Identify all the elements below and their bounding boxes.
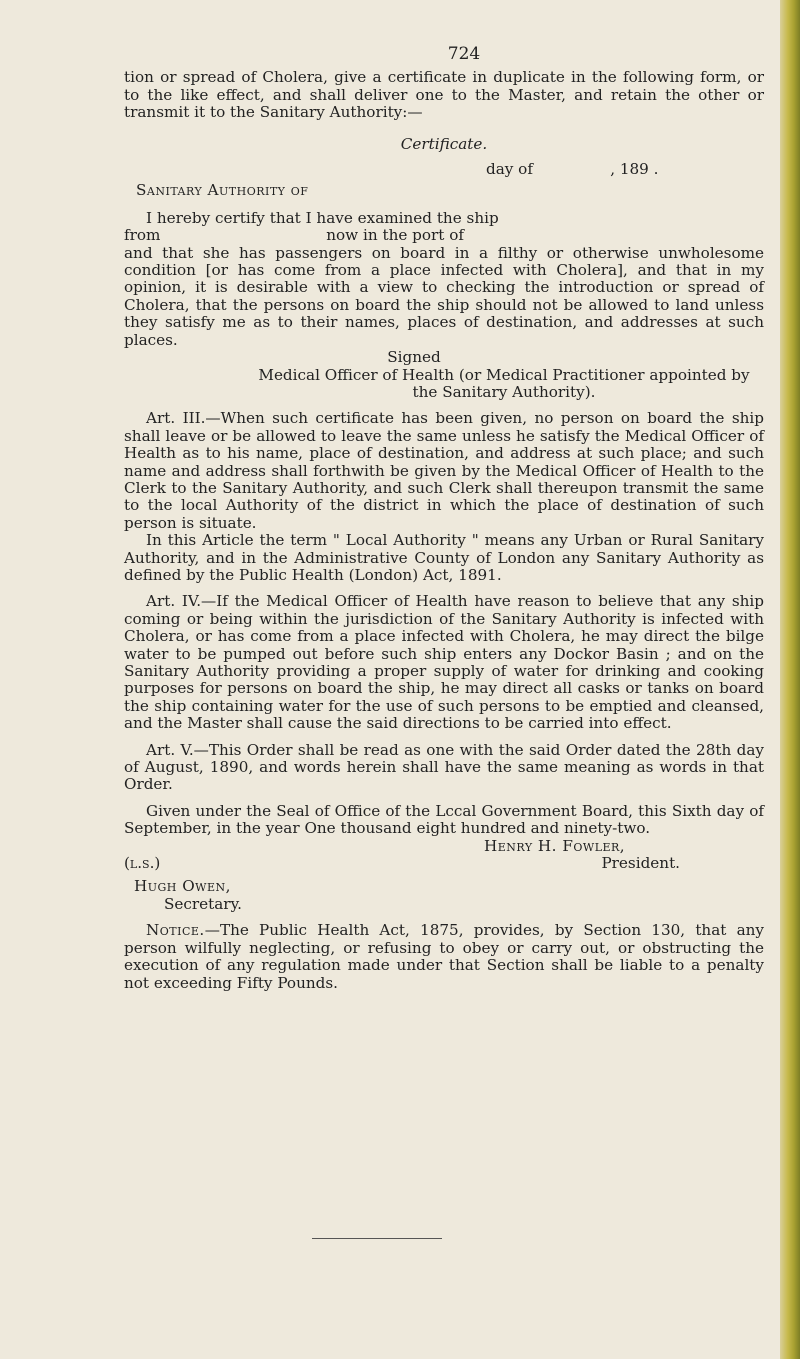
from-label: from [124, 226, 161, 245]
closing-rule [312, 1238, 442, 1239]
seal-label: (l.s.) [124, 854, 161, 873]
certificate-date-line: day of , 189 . [486, 160, 659, 179]
notice-text: —The Public Health Act, 1875, provides, by Section 130, that any person wilfully neglecting, or refusing to obey or carry out, or obstructing the execution of any regulation made under that Section shall be liable to a penalty not exceeding Fifty Pounds. [124, 921, 764, 992]
certificate-from-line [124, 227, 464, 244]
signatory-title: President. [601, 854, 680, 873]
sanitary-authority-line: Sanitary Authority of [136, 181, 309, 200]
secretary-name: Hugh Owen, [134, 877, 231, 896]
article-5: Art. V.—This Order shall be read as one with the said Order dated the 28th day of August, 1890, and words herein shall have the same meaning as words in that Order. [124, 740, 764, 794]
page-number: 724 [447, 44, 481, 64]
certificate-title: Certificate. [400, 134, 488, 153]
medical-officer-signature: Medical Officer of Health (or Medical Practitioner appointed by the Sanitary Authority). [258, 365, 750, 401]
intro-paragraph: tion or spread of Cholera, give a certificate in duplicate in the following form, or to the like effect, and shall deliver one to the Master, and retain the other or transmit it to the Sanitary Authority:— [124, 68, 764, 122]
notice-label: Notice. [146, 921, 205, 940]
port-label: now in the port of [326, 226, 464, 245]
signed-label: Signed [387, 348, 441, 367]
seal-row [124, 855, 764, 872]
page-content [124, 46, 764, 992]
certificate-statement: I hereby certify that I have examined the ship [146, 208, 499, 227]
notice-paragraph [124, 922, 764, 992]
book-spine-edge [780, 0, 800, 1359]
article-4: Art. IV.—If the Medical Officer of Health have reason to believe that any ship coming or being within the jurisdiction of the Sanitary Authority is infected with Cholera, or has come from a place infected with Cholera, he may direct the bilge water to be pumped out before such ship enters any Dockor Basin ; and on the Sanitary Authority providing a proper supply of water for drinking and cooking purposes for persons on board the ship, he may direct all casks or tanks on board the ship containing water for the use of such persons to be emptied and cleansed, and the Master shall cause the said directions to be carried into effect. [124, 592, 764, 733]
article-3-definition: In this Article the term " Local Authority " means any Urban or Rural Sanitary Authority, and in the Administrative County of London any Sanitary Authority as defined by the Public Health (London) Act, 1891. [124, 531, 764, 584]
signatory-name: Henry H. Fowler, [484, 836, 626, 855]
secretary-title: Secretary. [164, 894, 242, 913]
certificate-body: and that she has passengers on board in a filthy or otherwise unwholesome condition [or has come from a place infected with Cholera], and that in my opinion, it is desirable with a view to checking the introduction or spread of Cholera, that the persons on board the ship should not be allowed to land unless they satisfy me as to their names, places of destination, and addresses at such places. [124, 243, 764, 349]
article-3: Art. III.—When such certificate has been given, no person on board the ship shall leave or be allowed to leave the same unless he satisfy the Medical Officer of Health as to his name, place of destination, and address at such place; and such name and address shall forthwith be given by the Medical Officer of Health to the Clerk to the Sanitary Authority, and such Clerk shall thereupon transmit the same to the local Authority of the district in which the place of destination of such person is situate. [124, 409, 764, 532]
given-under-seal: Given under the Seal of Office of the Lccal Government Board, this Sixth day of September, in the year One thousand eight hundred and ninety-two. [124, 801, 764, 838]
